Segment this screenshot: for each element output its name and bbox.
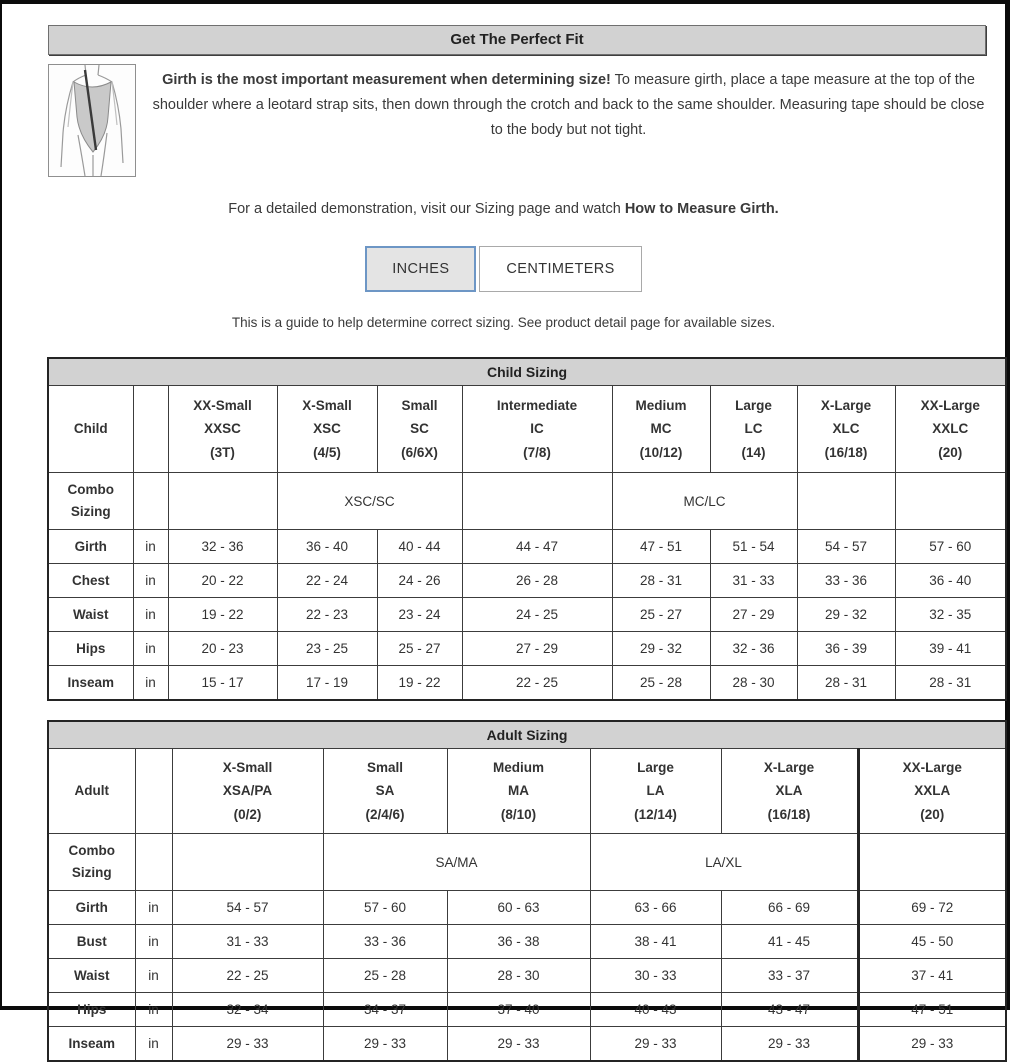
demo-bold: How to Measure Girth. — [624, 201, 779, 217]
combo-cell-sa-ma: SA/MA — [323, 834, 590, 891]
demo-line — [2, 201, 1005, 217]
value-cell-waist-medium: 25 - 27 — [612, 598, 710, 632]
combo-cell-empty — [797, 473, 895, 530]
value-cell-hips-xx-large: 39 - 41 — [895, 632, 1006, 666]
value-cell-waist-x-small: 22 - 23 — [277, 598, 377, 632]
value-cell-inseam-xx-large: 28 - 31 — [895, 666, 1006, 701]
measure-label-bust: Bust — [48, 925, 135, 959]
unit-column-header — [135, 749, 172, 834]
combo-sizing-label: Combo Sizing — [48, 473, 133, 530]
page-title: Get The Perfect Fit — [48, 25, 986, 55]
value-cell-hips-medium: 29 - 32 — [612, 632, 710, 666]
demo-text: For a detailed demonstration, visit our Sizing page and watch — [228, 201, 625, 217]
inches-button[interactable]: INCHES — [365, 246, 476, 292]
value-cell-girth-large: 63 - 66 — [590, 891, 721, 925]
size-column-header-x-small: X-Small XSA/PA (0/2) — [172, 749, 323, 834]
unit-cell: in — [135, 1027, 172, 1062]
value-cell-inseam-x-small: 29 - 33 — [172, 1027, 323, 1062]
child-sizing-table — [47, 357, 1007, 701]
combo-cell-empty — [172, 834, 323, 891]
unit-cell — [135, 834, 172, 891]
value-cell-inseam-medium: 29 - 33 — [447, 1027, 590, 1062]
value-cell-bust-x-small: 31 - 33 — [172, 925, 323, 959]
unit-cell — [133, 473, 168, 530]
adult-sizing-table — [47, 720, 1007, 1062]
child-sizing-table-title: Child Sizing — [48, 358, 1006, 386]
value-cell-girth-x-large: 66 - 69 — [721, 891, 858, 925]
adult-row-group-label: Adult — [48, 749, 135, 834]
unit-cell: in — [133, 598, 168, 632]
combo-cell-la-xl: LA/XL — [590, 834, 858, 891]
value-cell-waist-small: 23 - 24 — [377, 598, 462, 632]
measure-label-hips: Hips — [48, 632, 133, 666]
guide-note: This is a guide to help determine correct sizing. See product detail page for available sizes. — [231, 315, 776, 330]
value-cell-waist-intermediate: 24 - 25 — [462, 598, 612, 632]
value-cell-inseam-small: 29 - 33 — [323, 1027, 447, 1062]
value-cell-girth-xx-large: 57 - 60 — [895, 530, 1006, 564]
value-cell-inseam-x-large: 28 - 31 — [797, 666, 895, 701]
value-cell-waist-large: 27 - 29 — [710, 598, 797, 632]
measure-label-girth: Girth — [48, 891, 135, 925]
size-column-header-xx-large: XX-Large XXLA (20) — [858, 749, 1006, 834]
value-cell-waist-x-large: 33 - 37 — [721, 959, 858, 993]
size-column-header-xx-small: XX-Small XXSC (3T) — [168, 386, 277, 473]
value-cell-chest-medium: 28 - 31 — [612, 564, 710, 598]
combo-sizing-label: Combo Sizing — [48, 834, 135, 891]
centimeters-button[interactable]: CENTIMETERS — [479, 246, 641, 292]
measure-label-girth: Girth — [48, 530, 133, 564]
value-cell-hips-large: 40 - 43 — [590, 993, 721, 1027]
value-cell-chest-x-large: 33 - 36 — [797, 564, 895, 598]
size-column-header-x-small: X-Small XSC (4/5) — [277, 386, 377, 473]
value-cell-hips-x-large: 43 - 47 — [721, 993, 858, 1027]
measure-label-waist: Waist — [48, 959, 135, 993]
measure-label-inseam: Inseam — [48, 1027, 135, 1062]
size-column-header-small: Small SC (6/6X) — [377, 386, 462, 473]
unit-cell: in — [135, 993, 172, 1027]
value-cell-girth-xx-small: 32 - 36 — [168, 530, 277, 564]
value-cell-waist-x-small: 22 - 25 — [172, 959, 323, 993]
unit-column-header — [133, 386, 168, 473]
unit-cell: in — [135, 925, 172, 959]
size-column-header-medium: Medium MA (8/10) — [447, 749, 590, 834]
value-cell-hips-medium: 37 - 40 — [447, 993, 590, 1027]
value-cell-chest-small: 24 - 26 — [377, 564, 462, 598]
value-cell-waist-large: 30 - 33 — [590, 959, 721, 993]
value-cell-inseam-xx-large: 29 - 33 — [858, 1027, 1006, 1062]
size-column-header-intermediate: Intermediate IC (7/8) — [462, 386, 612, 473]
intro-section — [48, 64, 991, 177]
girth-instructions-rest: To measure girth, place a tape measure at the top of the shoulder where a leotard strap sits, then down through the crotch and back to the same shoulder. Measuring tape should be close to the body but not tight. — [152, 72, 985, 138]
value-cell-waist-xx-large: 37 - 41 — [858, 959, 1006, 993]
value-cell-inseam-intermediate: 22 - 25 — [462, 666, 612, 701]
measure-label-inseam: Inseam — [48, 666, 133, 701]
value-cell-hips-intermediate: 27 - 29 — [462, 632, 612, 666]
value-cell-girth-xx-large: 69 - 72 — [858, 891, 1006, 925]
combo-cell-mc-lc: MC/LC — [612, 473, 797, 530]
value-cell-girth-large: 51 - 54 — [710, 530, 797, 564]
size-column-header-x-large: X-Large XLA (16/18) — [721, 749, 858, 834]
girth-instructions — [136, 64, 991, 143]
unit-cell: in — [133, 666, 168, 701]
value-cell-bust-xx-large: 45 - 50 — [858, 925, 1006, 959]
unit-toggle — [2, 246, 1005, 292]
unit-cell: in — [135, 891, 172, 925]
value-cell-inseam-xx-small: 15 - 17 — [168, 666, 277, 701]
leotard-figure-image — [48, 64, 136, 177]
value-cell-girth-small: 40 - 44 — [377, 530, 462, 564]
combo-cell-empty — [462, 473, 612, 530]
value-cell-hips-x-small: 23 - 25 — [277, 632, 377, 666]
value-cell-hips-x-large: 36 - 39 — [797, 632, 895, 666]
value-cell-hips-x-small: 32 - 34 — [172, 993, 323, 1027]
value-cell-girth-x-large: 54 - 57 — [797, 530, 895, 564]
combo-cell-xsc-sc: XSC/SC — [277, 473, 462, 530]
value-cell-bust-small: 33 - 36 — [323, 925, 447, 959]
value-cell-girth-intermediate: 44 - 47 — [462, 530, 612, 564]
value-cell-chest-intermediate: 26 - 28 — [462, 564, 612, 598]
combo-cell-empty — [895, 473, 1006, 530]
value-cell-inseam-large: 29 - 33 — [590, 1027, 721, 1062]
combo-cell-empty — [858, 834, 1006, 891]
value-cell-inseam-medium: 25 - 28 — [612, 666, 710, 701]
value-cell-bust-x-large: 41 - 45 — [721, 925, 858, 959]
measure-label-waist: Waist — [48, 598, 133, 632]
value-cell-girth-medium: 47 - 51 — [612, 530, 710, 564]
value-cell-hips-xx-small: 20 - 23 — [168, 632, 277, 666]
girth-instructions-bold: Girth is the most important measurement when determining size! — [162, 72, 611, 88]
unit-cell: in — [133, 530, 168, 564]
value-cell-bust-large: 38 - 41 — [590, 925, 721, 959]
measure-label-chest: Chest — [48, 564, 133, 598]
size-column-header-small: Small SA (2/4/6) — [323, 749, 447, 834]
value-cell-inseam-x-small: 17 - 19 — [277, 666, 377, 701]
value-cell-waist-small: 25 - 28 — [323, 959, 447, 993]
value-cell-bust-medium: 36 - 38 — [447, 925, 590, 959]
value-cell-hips-large: 32 - 36 — [710, 632, 797, 666]
child-row-group-label: Child — [48, 386, 133, 473]
value-cell-girth-medium: 60 - 63 — [447, 891, 590, 925]
value-cell-chest-large: 31 - 33 — [710, 564, 797, 598]
value-cell-chest-x-small: 22 - 24 — [277, 564, 377, 598]
size-column-header-large: Large LA (12/14) — [590, 749, 721, 834]
value-cell-inseam-x-large: 29 - 33 — [721, 1027, 858, 1062]
value-cell-girth-small: 57 - 60 — [323, 891, 447, 925]
value-cell-inseam-large: 28 - 30 — [710, 666, 797, 701]
unit-cell: in — [133, 632, 168, 666]
value-cell-girth-x-small: 36 - 40 — [277, 530, 377, 564]
unit-cell: in — [133, 564, 168, 598]
adult-sizing-table-title: Adult Sizing — [48, 721, 1006, 749]
value-cell-waist-xx-large: 32 - 35 — [895, 598, 1006, 632]
size-column-header-large: Large LC (14) — [710, 386, 797, 473]
value-cell-hips-xx-large: 47 - 51 — [858, 993, 1006, 1027]
size-column-header-xx-large: XX-Large XXLC (20) — [895, 386, 1006, 473]
value-cell-hips-small: 25 - 27 — [377, 632, 462, 666]
value-cell-waist-xx-small: 19 - 22 — [168, 598, 277, 632]
value-cell-girth-x-small: 54 - 57 — [172, 891, 323, 925]
combo-cell-empty — [168, 473, 277, 530]
measure-label-hips: Hips — [48, 993, 135, 1027]
value-cell-inseam-small: 19 - 22 — [377, 666, 462, 701]
value-cell-hips-small: 34 - 37 — [323, 993, 447, 1027]
value-cell-chest-xx-small: 20 - 22 — [168, 564, 277, 598]
size-column-header-medium: Medium MC (10/12) — [612, 386, 710, 473]
unit-cell: in — [135, 959, 172, 993]
value-cell-waist-x-large: 29 - 32 — [797, 598, 895, 632]
size-column-header-x-large: X-Large XLC (16/18) — [797, 386, 895, 473]
value-cell-chest-xx-large: 36 - 40 — [895, 564, 1006, 598]
value-cell-waist-medium: 28 - 30 — [447, 959, 590, 993]
